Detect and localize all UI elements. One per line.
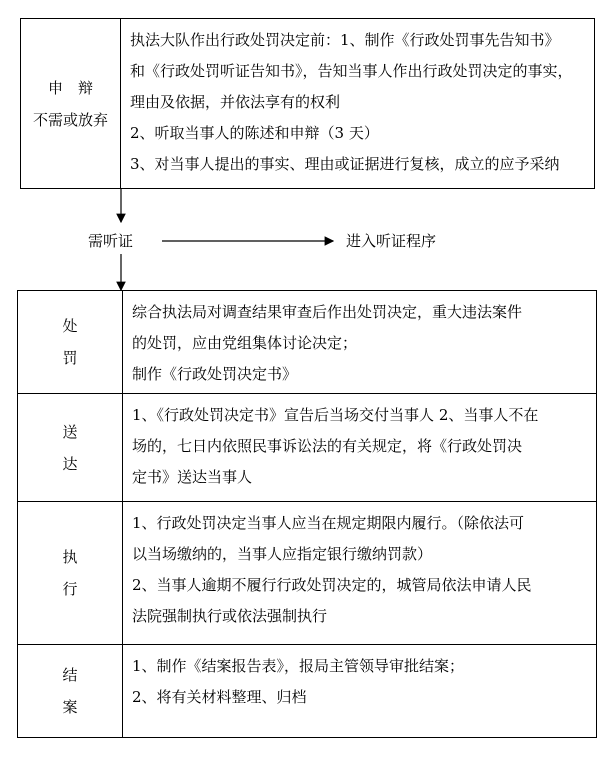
- row-closing: [18, 645, 597, 738]
- execution-content-cell: [123, 502, 597, 645]
- defense-table: [20, 18, 595, 189]
- penalty-label-char-2: 罚: [62, 349, 78, 367]
- defense-line-5: 3、对当事人提出的事实、理由或证据进行复核，成立的应予采纳: [130, 155, 560, 173]
- delivery-label-char-2: 达: [62, 454, 78, 473]
- row-execution: [18, 502, 597, 645]
- closing-label-char-1: 结: [62, 666, 78, 684]
- row-penalty: [18, 291, 597, 394]
- delivery-line-3: 定书》送达当事人: [132, 468, 253, 486]
- penalty-label-char-1: 处: [62, 317, 78, 335]
- defense-label-line-1: 申 辩: [47, 78, 93, 97]
- defense-label-cell: [21, 19, 121, 189]
- closing-label-cell: [18, 645, 123, 738]
- penalty-label-cell: [18, 291, 123, 394]
- defense-content-cell: [121, 19, 595, 189]
- execution-line-4: 法院强制执行或依法强制执行: [132, 607, 328, 625]
- execution-line-3: 2、当事人逾期不履行行政处罚决定的，城管局依法申请人民: [132, 576, 532, 594]
- delivery-line-1: 1、《行政处罚决定书》宣告后当场交付当事人 2、当事人不在: [132, 406, 539, 424]
- delivery-label-char-1: 送: [62, 422, 78, 441]
- delivery-label-cell: [18, 394, 123, 502]
- penalty-line-2: 的处罚，应由党组集体讨论决定；: [132, 334, 358, 352]
- penalty-content-cell: [123, 291, 597, 394]
- defense-line-3: 理由及依据，并依法享有的权利: [130, 93, 341, 111]
- closing-content-cell: [123, 645, 597, 738]
- need-hearing-label: 需听证: [88, 232, 134, 250]
- closing-label-char-2: 案: [62, 698, 78, 716]
- defense-line-2: 和《行政处罚听证告知书》，告知当事人作出行政处罚决定的事实，: [130, 62, 573, 80]
- defense-line-4: 2、听取当事人的陈述和申辩（3 天）: [130, 124, 379, 142]
- execution-line-2: 以当场缴纳的，当事人应指定银行缴纳罚款）: [132, 545, 433, 563]
- delivery-content-cell: [123, 394, 597, 502]
- defense-row: [21, 19, 595, 189]
- process-table: [17, 290, 597, 738]
- closing-line-1: 1、制作《结案报告表》，报局主管领导审批结案；: [132, 657, 465, 675]
- penalty-line-1: 综合执法局对调查结果审查后作出处罚决定，重大违法案件: [132, 303, 523, 321]
- row-delivery: [18, 394, 597, 502]
- execution-label-char-2: 行: [62, 580, 78, 598]
- execution-label-char-1: 执: [62, 548, 78, 566]
- execution-label-cell: [18, 502, 123, 645]
- delivery-line-2: 场的，七日内依照民事诉讼法的有关规定，将《行政处罚决: [132, 437, 523, 455]
- penalty-line-3: 制作《行政处罚决定书》: [132, 365, 298, 383]
- defense-label-line-2: 不需或放弃: [32, 110, 108, 129]
- enter-hearing-label: 进入听证程序: [346, 232, 437, 250]
- defense-line-1: 执法大队作出行政处罚决定前：1、制作《行政处罚事先告知书》: [130, 31, 560, 49]
- closing-line-2: 2、将有关材料整理、归档: [132, 688, 307, 706]
- execution-line-1: 1、行政处罚决定当事人应当在规定期限内履行。（除依法可: [132, 514, 525, 532]
